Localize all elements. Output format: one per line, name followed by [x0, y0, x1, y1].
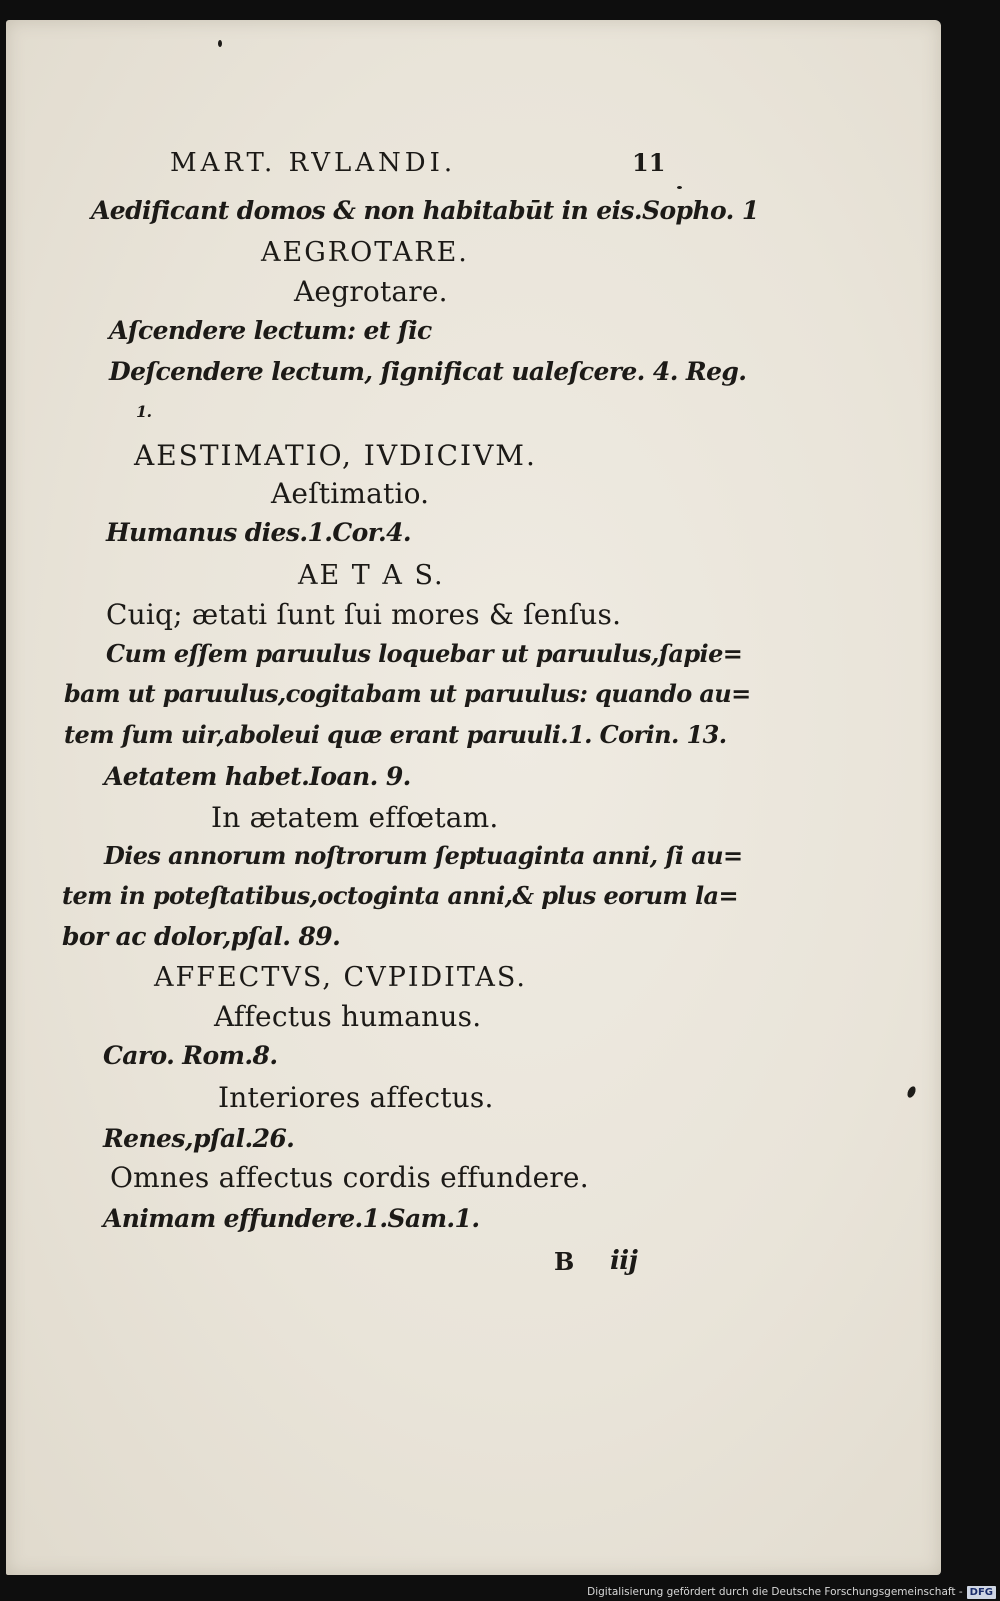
ink-speck [677, 186, 682, 189]
dfg-logo: DFG [967, 1586, 996, 1599]
heading-aetas: AE T A S. [298, 560, 445, 591]
subheading-aestimatio: Aeſtimatio. [271, 477, 430, 510]
text-line-13: bam ut paruulus,cogitabam ut paruulus: quando au= [64, 679, 751, 708]
text-line-5: Deſcendere lectum, ſignificat ualeſcere. 4. Reg. [109, 357, 747, 386]
ink-speck [906, 1085, 917, 1099]
text-line-26: Animam effundere.1.Sam.1. [103, 1204, 480, 1233]
signature-number: iij [610, 1246, 638, 1276]
subheading-affectus: Affectus humanus. [214, 1000, 482, 1033]
text-line-4: Aſcendere lectum: et ſic [109, 316, 432, 345]
text-line-17: Dies annorum noſtrorum ſeptuaginta anni, ſi au= [104, 841, 743, 870]
text-line-14: tem ſum uir,aboleui quæ erant paruuli.1. Corin. 13. [64, 720, 727, 749]
text-line-6: 1. [136, 402, 152, 421]
subheading-interiores: Interiores affectus. [218, 1081, 494, 1114]
text-line-16: In ætatem effœtam. [211, 801, 499, 834]
text-line-11: Cuiq; ætati ſunt ſui mores & ſenſus. [106, 598, 622, 631]
digitization-footer [0, 1583, 1000, 1601]
text-line-9: Humanus dies.1.Cor.4. [106, 518, 411, 547]
text-line-1: Aedificant domos & non habitabūt in eis.Sopho. 1 [91, 196, 759, 225]
text-line-22: Caro. Rom.8. [103, 1041, 278, 1070]
folio-number: 11 [632, 148, 666, 177]
book-page [6, 20, 941, 1575]
running-title: MART. RVLANDI. [170, 148, 457, 178]
text-line-19: bor ac dolor,pſal. 89. [62, 922, 341, 951]
funding-notice: Digitalisierung gefördert durch die Deutsche Forschungsgemeinschaft - [587, 1586, 963, 1598]
heading-aestimatio: AESTIMATIO, IVDICIVM. [134, 439, 537, 472]
subheading-aegrotare: Aegrotare. [294, 275, 448, 308]
heading-aegrotare: AEGROTARE. [261, 237, 469, 268]
ink-speck [218, 40, 222, 47]
text-line-15: Aetatem habet.Ioan. 9. [104, 762, 411, 791]
signature-letter: B [554, 1247, 575, 1276]
text-line-12: Cum eſſem paruulus loquebar ut paruulus,ſapie= [106, 639, 743, 668]
text-line-24: Renes,pſal.26. [103, 1124, 295, 1153]
text-line-25: Omnes affectus cordis effundere. [110, 1161, 589, 1194]
text-line-18: tem in poteſtatibus,octoginta anni,& plus eorum la= [62, 881, 738, 910]
heading-affectus: AFFECTVS, CVPIDITAS. [154, 962, 527, 993]
